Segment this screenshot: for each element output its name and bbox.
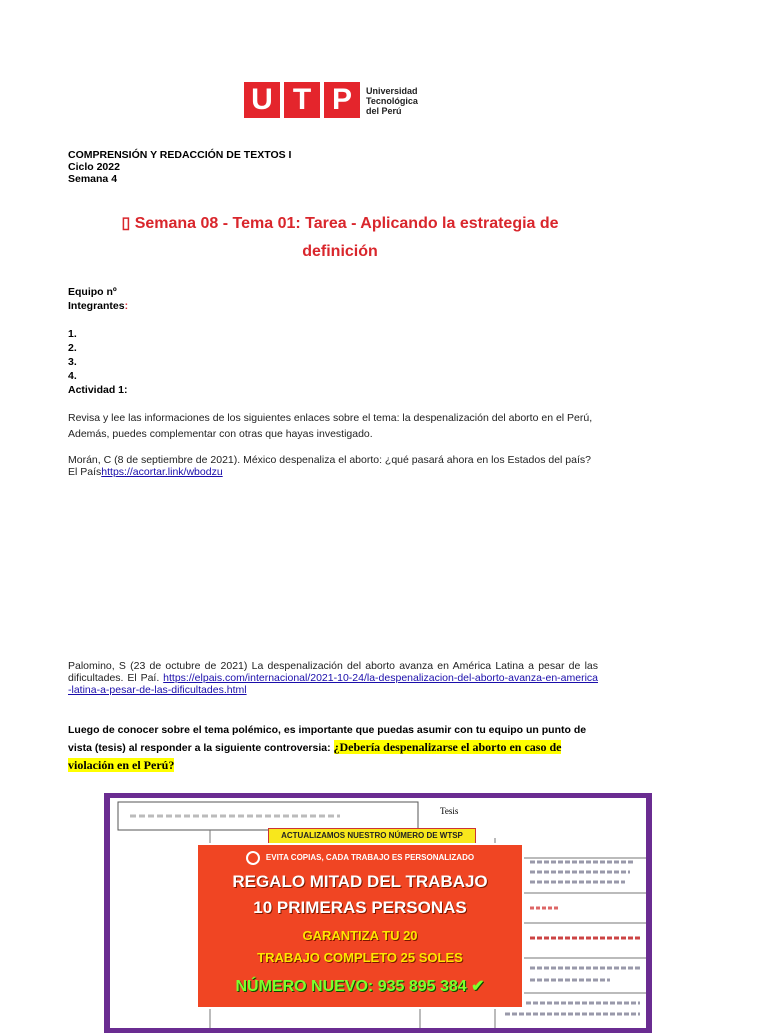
logo-letter-p: P [324,82,360,118]
reference-1 [68,454,598,478]
logo-line-2: Tecnológica [366,96,418,106]
thesis-question: ¿Debería despenalizarse el aborto en caso de violación en el Perú? [68,740,562,772]
course-name: COMPRENSIÓN Y REDACCIÓN DE TEXTOS I [68,149,292,161]
page-title [60,210,620,266]
member-number-4: 4. [68,370,77,382]
promo-line-1: REGALO MITAD DEL TRABAJO [232,872,488,891]
logo-text [366,86,418,116]
thesis-intro: Luego de conocer sobre el tema polémico, es importante que puedas asumir con tu equipo un punto de vista (tesis) al responder a la siguiente controversia: [68,724,587,754]
promo-line-2: 10 PRIMERAS PERSONAS [253,898,467,917]
checkmark-icon: ✔ [471,978,485,995]
promo-warning [198,851,522,865]
title-line-2: definición [302,243,378,260]
title-line-1: ▯ Semana 08 - Tema 01: Tarea - Aplicando la estrategia de [121,215,559,232]
promo-banner [196,843,524,1009]
reference-1-source [68,466,598,478]
table-header-thesis: Tesis [440,806,459,816]
member-number-2: 2. [68,342,77,354]
reference-2 [68,660,598,696]
member-number-1: 1. [68,328,77,340]
logo-line-1: Universidad [366,86,418,96]
reference-2-text: Palomino, S (23 de octubre de 2021) La despenalización del aborto avanza en América Latina a pesar de las dificultades. El Paí. [68,660,598,684]
members-label-colon: : [124,300,129,312]
activity-label: Actividad 1: [68,384,128,396]
promo-warning-text: EVITA COPIAS, CADA TRABAJO ES PERSONALIZADO [265,853,475,863]
prohibited-icon [246,851,260,865]
member-number-3: 3. [68,356,77,368]
course-cycle: Ciclo 2022 [68,161,120,173]
logo-letter-u: U [244,82,280,118]
thesis-paragraph [68,722,598,775]
reference-1-link[interactable]: https://acortar.link/wbodzu [101,466,223,478]
promo-ticker: ACTUALIZAMOS NUESTRO NÚMERO DE WTSP [268,828,476,844]
logo-letter-t: T [284,82,320,118]
logo-line-3: del Perú [366,106,402,116]
team-label: Equipo nº [68,286,117,298]
course-week: Semana 4 [68,173,118,185]
members-label-text: Integrantes [68,300,125,312]
promo-line-4: TRABAJO COMPLETO 25 SOLES [257,950,463,965]
promo-phone[interactable]: NÚMERO NUEVO: 935 895 384 [235,978,467,995]
promo-line-3: GARANTIZA TU 20 [302,928,418,943]
promo-line-5 [198,975,522,999]
members-label [68,299,128,313]
reference-1-text: Morán, C (8 de septiembre de 2021). México despenaliza el aborto: ¿qué pasará ahora en los Estados del país? [68,454,591,466]
reference-2-link[interactable]: https://elpais.com/internacional/2021-10-24/la-despenalizacion-del-aborto-avanza-en-america-latina-a-pesar-de-las-dificultades.html [68,672,598,696]
reference-1-source-name: El País [68,466,102,478]
activity-intro: Revisa y lee las informaciones de los siguientes enlaces sobre el tema: la despenalización del aborto en el Perú, Además, puedes complementar con otras que hayas investigado. [68,412,593,440]
